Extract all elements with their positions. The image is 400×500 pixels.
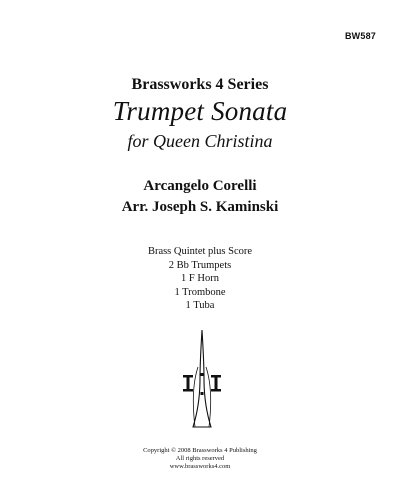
instrumentation-list: [0, 245, 400, 313]
instrument-part: 2 Bb Trumpets: [168, 259, 232, 271]
composer-name: Arcangelo Corelli: [143, 178, 257, 194]
arranger-name: Arr. Joseph S. Kaminski: [121, 199, 279, 215]
copyright-line: Copyright © 2008 Brassworks 4 Publishing: [143, 447, 257, 454]
series-title: Brassworks 4 Series: [131, 76, 269, 93]
piece-subtitle: for Queen Christina: [127, 131, 273, 151]
brassworks4-logo-icon: [177, 327, 227, 432]
instrument-part: 1 Trombone: [174, 286, 226, 298]
instrument-part: 1 Tuba: [185, 300, 215, 311]
piece-title: Trumpet Sonata: [112, 96, 288, 126]
instrument-part: 1 F Horn: [181, 273, 219, 284]
catalog-number: BW587: [344, 31, 376, 41]
website-line: www.brassworks4.com: [169, 463, 231, 470]
publisher-footer: [0, 447, 400, 471]
instrumentation-heading: Brass Quintet plus Score: [147, 246, 253, 257]
rights-line: All rights reserved: [175, 455, 225, 462]
